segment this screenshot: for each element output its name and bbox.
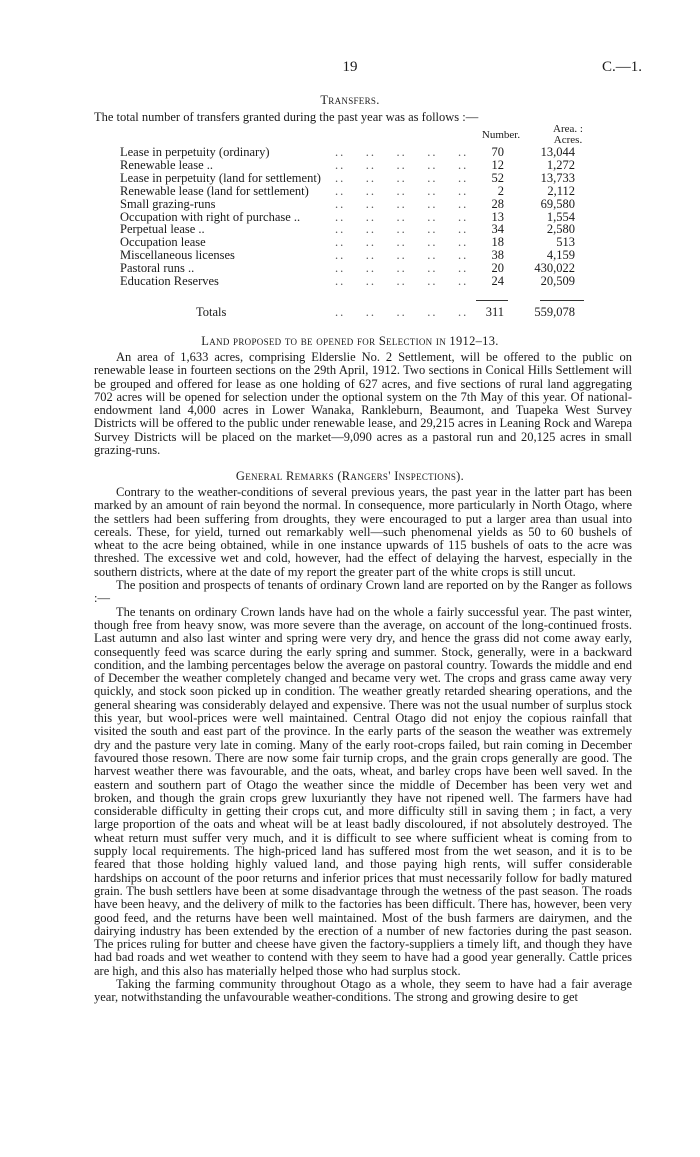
row-dots: .. .. .. .. .. [335, 261, 469, 276]
row-number: 70 [491, 145, 504, 159]
row-area: 513 [556, 235, 575, 250]
row-number: 38 [491, 248, 504, 263]
totals-label: Totals [196, 305, 227, 319]
row-dots: .. .. .. .. .. [335, 305, 469, 319]
column-header-area-label: Area. : [553, 123, 583, 135]
row-area: 430,022 [534, 261, 575, 276]
row-area: 69,580 [540, 196, 575, 211]
row-area: 2,112 [547, 183, 575, 198]
row-label: Lease in perpetuity (land for settlement) [120, 170, 321, 185]
general-remarks-paragraph-1: Contrary to the weather-conditions of several previous years, the past year in the latter part has been marked by an amount of rain beyond the normal. In consequence, more particularly in North Otago, where the settlers had been suffering from droughts, they were encouraged to put a larger area than usual into cereals. These, for yield, turned out remarkably well—such phenomenal yields as 50 to 60 bushels of wheat to the acre being obtained, while in one instance upwards of 115 bushels of oats to the acre was threshed. The excessive wet and cold, however, had the effect of delaying the harvest, especially in the southern districts, where at the date of my report the greater part of the white crops is still uncut. [94, 485, 632, 579]
totals-area: 559,078 [534, 305, 575, 319]
row-number: 34 [491, 222, 504, 237]
row-number: 12 [491, 157, 504, 172]
row-number: 2 [497, 183, 504, 198]
row-number: 52 [491, 170, 504, 185]
row-area: 4,159 [546, 248, 575, 263]
column-header-number: Number. [481, 129, 521, 141]
table-row [0, 275, 700, 288]
row-label: Occupation lease [120, 235, 206, 250]
land-proposed-paragraph [94, 351, 632, 457]
row-dots: .. .. .. .. .. [335, 157, 469, 172]
table-row [0, 198, 700, 211]
column-header-area [538, 124, 598, 146]
transfers-intro: The total number of transfers granted during the past year was as follows :— [94, 110, 479, 124]
row-area: 13,733 [540, 170, 575, 185]
row-dots: .. .. .. .. .. [335, 274, 469, 288]
row-label: Education Reserves [120, 274, 219, 288]
row-dots: .. .. .. .. .. [335, 170, 469, 185]
general-remarks-body [94, 486, 632, 1005]
row-label: Renewable lease .. [120, 157, 214, 172]
row-label: Lease in perpetuity (ordinary) [120, 145, 270, 159]
row-area: 1,554 [546, 209, 575, 224]
row-number: 24 [491, 274, 504, 288]
row-number: 20 [491, 261, 504, 276]
table-row [0, 159, 700, 172]
row-dots: .. .. .. .. .. [335, 196, 469, 211]
row-dots: .. .. .. .. .. [335, 145, 469, 159]
general-remarks-paragraph-2: The position and prospects of tenants of ordinary Crown land are reported on by the Ranger as follows :— [94, 578, 632, 606]
row-area: 13,044 [540, 145, 575, 159]
row-number: 13 [491, 209, 504, 224]
totals-number: 311 [485, 305, 504, 319]
row-dots: .. .. .. .. .. [335, 222, 469, 237]
row-area: 20,509 [540, 274, 575, 288]
column-header-area-unit: Acres. [553, 134, 583, 146]
land-proposed-text: An area of 1,633 acres, comprising Elderslie No. 2 Settlement, will be offered to the public on renewable lease in fourteen sections on the 29th April, 1912. Two sections in Conical Hills Settlement will be grouped and offered for lease as one holding of 627 acres, and five sections of rural land aggregating 702 acres will be opened for selection under the optional system on the 7th May of this year. Of national-endowment land 4,000 acres in Lower Wanaka, Rankleburn, Beaumont, and Tuapeka West Survey Districts will be offered to the public under renewable lease, and 29,215 acres in Leaning Rock and Warepa Survey Districts will be placed on the market—9,090 acres as a pastoral run and 20,125 acres in small grazing-runs. [94, 350, 632, 458]
table-row [0, 185, 700, 198]
totals-row [0, 306, 700, 319]
row-label: Perpetual lease .. [120, 222, 205, 237]
general-remarks-paragraph-4: Taking the farming community throughout Otago as a whole, they seem to have had a fair average year, notwithstanding the unfavourable weather-conditions. The strong and growing desire to get [94, 976, 632, 1005]
transfers-heading: Transfers. [320, 93, 380, 107]
table-row [0, 172, 700, 185]
row-label: Miscellaneous licenses [120, 248, 235, 263]
row-label: Occupation with right of purchase .. [120, 209, 301, 224]
totals-rule [540, 300, 584, 301]
land-proposed-heading: Land proposed to be opened for Selection in 1912–13. [201, 334, 499, 348]
row-area: 2,580 [546, 222, 575, 237]
row-dots: .. .. .. .. .. [335, 235, 469, 250]
row-label: Small grazing-runs [120, 196, 216, 211]
row-number: 18 [491, 235, 504, 250]
page-number: 19 [342, 59, 358, 75]
general-remarks-heading: General Remarks (Rangers' Inspections). [235, 469, 465, 483]
document-reference: C.—1. [601, 59, 642, 75]
row-label: Pastoral runs .. [120, 261, 195, 276]
row-area: 1,272 [546, 157, 575, 172]
row-dots: .. .. .. .. .. [335, 209, 469, 224]
row-dots: .. .. .. .. .. [335, 248, 469, 263]
totals-rule-number [476, 300, 508, 301]
row-label: Renewable lease (land for settlement) [120, 183, 309, 198]
general-remarks-paragraph-3: The tenants on ordinary Crown lands have had on the whole a fairly successful year. The past winter, though free from heavy snow, was more severe than the average, on account of the long-continued frosts. Last autumn and also last winter and spring were very dry, and hence the grass did not come away early, consequently feed was scarce during the early spring and summer. Stock, generally, were in a backward condition, and the lambing percentages below the average on pastoral country. Towards the middle and end of December the weather completely changed and became very wet. The crops and grass came away very quickly, and stock soon picked up in condition. The weather greatly retarded shearing operations, and the general shearing was considerably delayed and expensive. There was not the usual number of surplus stock this year, but wool-prices were well maintained. Central Otago did not enjoy the copious rainfall that visited the south and east part of the province. In the early parts of the season the weather was extremely dry and the pasture very late in coming. Many of the early root-crops failed, but rain coming in December favoured those resown. There are now some fair turnip crops, and the grain crops generally are good. The harvest weather there was favourable, and the oats, wheat, and barley crops have been well saved. In the eastern and southern part of Otago the weather since the middle of December has been very wet and broken, and though the grain crops grew luxuriantly they have not ripened well. The farmers have had considerable difficulty in getting their crops cut, and more difficulty still in saving them ; in fact, a very large proportion of the oats and wheat will be at least badly discoloured, if not absolutely destroyed. The wheat return must suffer very much, and it is difficult to see where sufficient wheat is coming from to supply local requirements. The high-priced land has suffered most from the wet season, and it is to be feared that those holding highly valued land, and those paying high rents, will suffer considerable hardships on account of the poor returns and inferior prices that must necessarily follow for badly matured grain. The bush settlers have been at some disadvantage through the wetness of the past season. The roads have been heavy, and the delivery of milk to the factories has been difficult. There has, however, been very good feed, and the returns have been well maintained. Most of the bush farmers are dairymen, and the dairying industry has been extended by the erection of a number of new factories during the past season. The prices ruling for butter and cheese have given the factory-suppliers a timely lift, and though they have had bad roads and wet weather to contend with they seem to have had a good year generally. Cattle prices are high, and this also has materially helped those who had surplus stock. [94, 604, 632, 978]
row-dots: .. .. .. .. .. [335, 183, 469, 198]
row-number: 28 [491, 196, 504, 211]
